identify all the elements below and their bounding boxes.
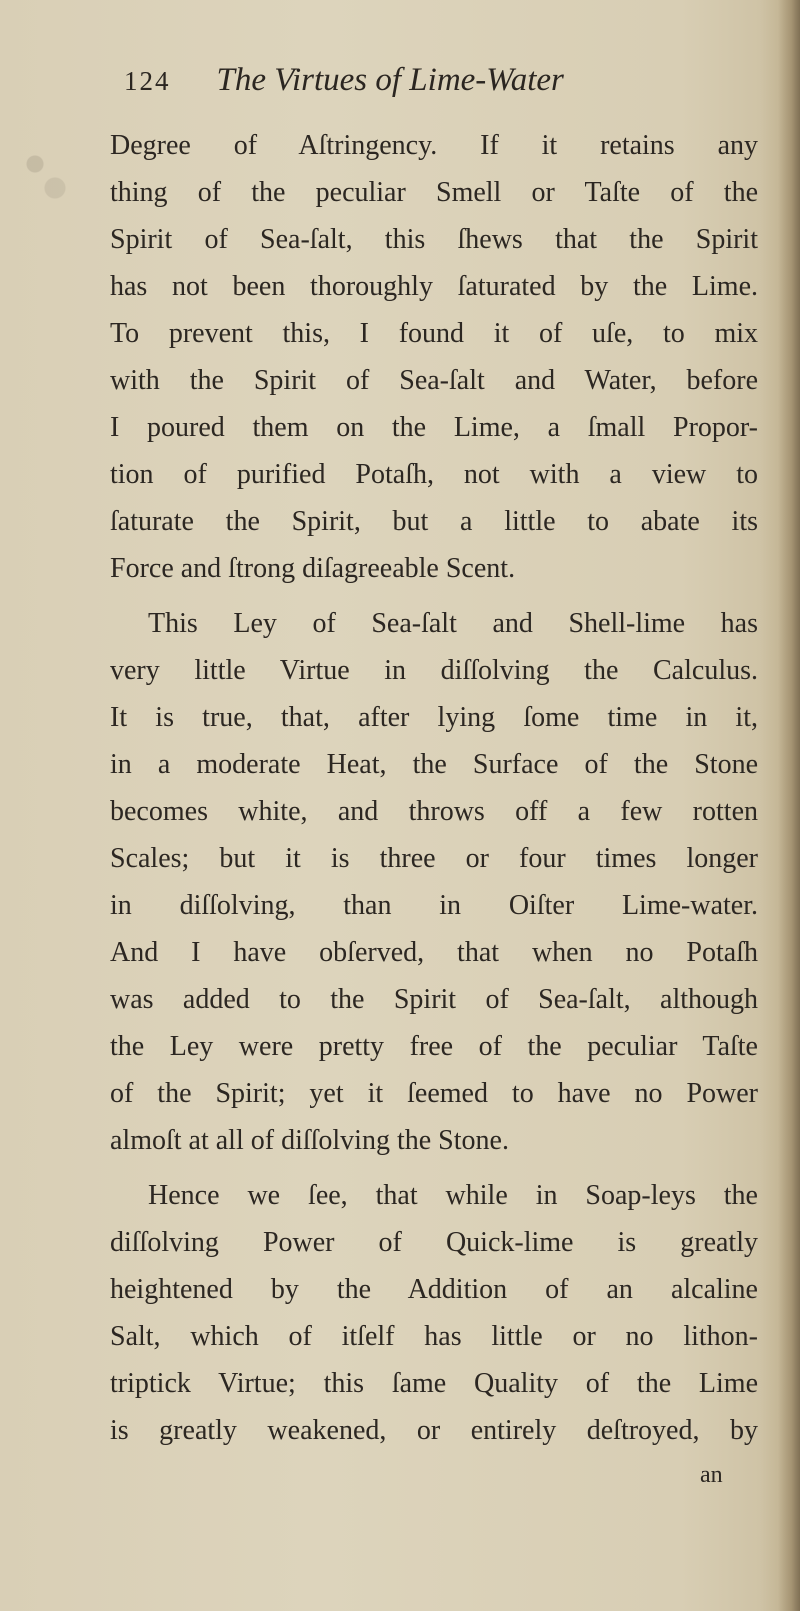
- text-line: ſaturate the Spirit, but a little to abate its: [110, 506, 758, 537]
- text-line: of the Spirit; yet it ſeemed to have no Power: [110, 1078, 758, 1109]
- text-line: Hence we ſee, that while in Soap-leys the: [148, 1180, 758, 1211]
- page-number: 124: [124, 66, 171, 96]
- text-line: thing of the peculiar Smell or Taſte of the: [110, 177, 758, 208]
- page-header: [124, 62, 764, 116]
- text-line: Force and ſtrong diſagreeable Scent.: [110, 553, 516, 584]
- text-line: I poured them on the Lime, a ſmall Propor-: [110, 412, 758, 443]
- text-line: To prevent this, I found it of uſe, to mix: [110, 318, 758, 349]
- text-line: This Ley of Sea-ſalt and Shell-lime has: [148, 608, 758, 639]
- text-line: Salt, which of itſelf has little or no lithon-: [110, 1321, 758, 1352]
- text-line: heightened by the Addition of an alcaline: [110, 1274, 758, 1305]
- text-line: triptick Virtue; this ſame Quality of the Lime: [110, 1368, 758, 1399]
- text-line: And I have obſerved, that when no Potaſh: [110, 937, 758, 968]
- text-line: diſſolving Power of Quick-lime is greatly: [110, 1227, 758, 1258]
- text-line: Spirit of Sea-ſalt, this ſhews that the Spirit: [110, 224, 758, 255]
- text-line: almoſt at all of diſſolving the Stone.: [110, 1125, 509, 1156]
- text-line: the Ley were pretty free of the peculiar Taſte: [110, 1031, 758, 1062]
- text-line: has not been thoroughly ſaturated by the Lime.: [110, 271, 758, 302]
- paragraph-3: [110, 1172, 758, 1454]
- paragraph-1: [110, 122, 758, 592]
- running-head: The Virtues of Lime-Water: [216, 62, 564, 98]
- catchword: an: [700, 1462, 723, 1488]
- text-line: tion of purified Potaſh, not with a view to: [110, 459, 758, 490]
- text-line: It is true, that, after lying ſome time in it,: [110, 702, 758, 733]
- text-line: Scales; but it is three or four times longer: [110, 843, 758, 874]
- text-line: with the Spirit of Sea-ſalt and Water, before: [110, 365, 758, 396]
- body-text: [110, 122, 758, 1454]
- text-line: becomes white, and throws off a few rotten: [110, 796, 758, 827]
- paper-stain: [20, 140, 70, 220]
- gutter-shadow: [778, 0, 800, 1611]
- text-line: Degree of Aſtringency. If it retains any: [110, 130, 758, 161]
- text-line: in diſſolving, than in Oiſter Lime-water.: [110, 890, 758, 921]
- text-line: in a moderate Heat, the Surface of the Stone: [110, 749, 758, 780]
- text-line: very little Virtue in diſſolving the Calculus.: [110, 655, 758, 686]
- text-line: was added to the Spirit of Sea-ſalt, although: [110, 984, 758, 1015]
- paragraph-2: [110, 600, 758, 1164]
- text-line: is greatly weakened, or entirely deſtroyed, by: [110, 1415, 758, 1446]
